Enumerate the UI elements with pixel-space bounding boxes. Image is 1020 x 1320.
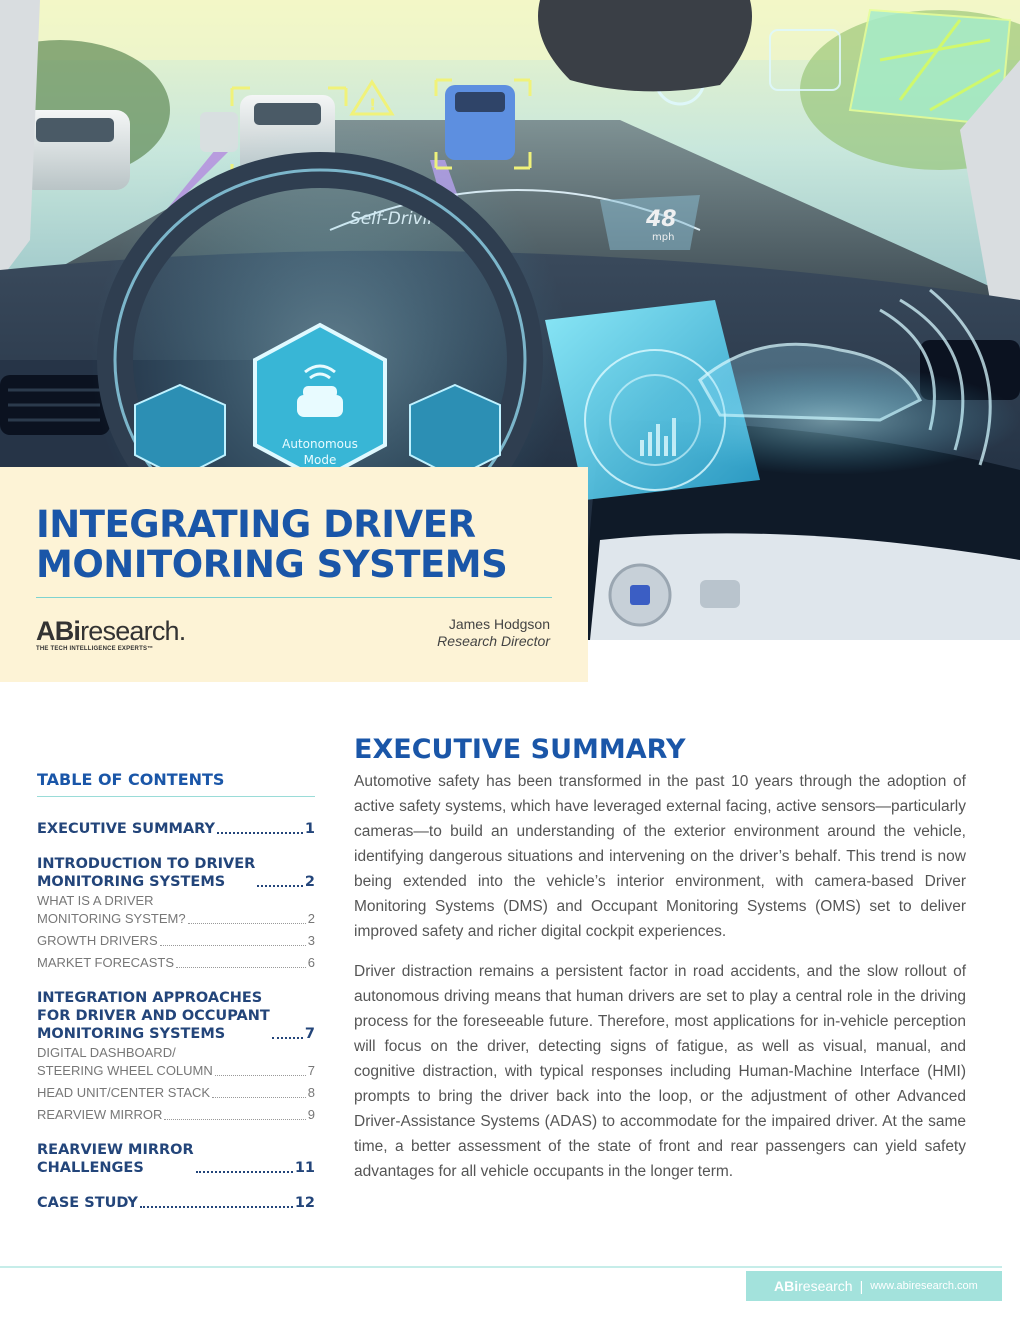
title-divider xyxy=(36,597,552,598)
logo-text: research. xyxy=(80,616,186,646)
report-title: INTEGRATING DRIVER MONITORING SYSTEMS xyxy=(36,503,508,586)
toc-entry-title: EXECUTIVE SUMMARY xyxy=(37,821,216,837)
toc-entry-title: INTEGRATION APPROACHES FOR DRIVER AND OCCUPANT MONITORING SYSTEMS xyxy=(37,990,270,1042)
toc-group xyxy=(37,855,315,972)
toc-leader xyxy=(176,967,306,968)
section-heading: EXECUTIVE SUMMARY xyxy=(354,734,686,765)
toc-subentry-page: 3 xyxy=(307,933,315,948)
hud-speed-unit: mph xyxy=(652,232,675,243)
toc-entry-page: 7 xyxy=(304,1026,315,1042)
toc-subentry-title: WHAT IS A DRIVER MONITORING SYSTEM? xyxy=(37,893,186,926)
footer-brand-bar xyxy=(746,1271,1002,1301)
toc-subentry-title: DIGITAL DASHBOARD/ STEERING WHEEL COLUMN xyxy=(37,1045,213,1078)
toc-leader xyxy=(160,945,306,946)
footer-logo xyxy=(774,1278,853,1294)
toc-entry-integration-approaches[interactable] xyxy=(37,989,315,1043)
toc-leader xyxy=(217,832,303,834)
toc-group xyxy=(37,1194,315,1212)
toc-leader xyxy=(140,1206,293,1208)
toc-group xyxy=(37,820,315,838)
toc-subentry-page: 8 xyxy=(307,1085,315,1100)
toc-group xyxy=(37,989,315,1124)
toc-leader xyxy=(164,1119,305,1120)
toc-entry-page: 1 xyxy=(304,821,315,837)
toc-entry-title: INTRODUCTION TO DRIVER MONITORING SYSTEMS xyxy=(37,856,256,890)
toc-subentry-title: HEAD UNIT/CENTER STACK xyxy=(37,1085,211,1100)
toc-subentry-title: MARKET FORECASTS xyxy=(37,955,175,970)
toc-subentry-digital-dashboard[interactable] xyxy=(37,1044,315,1080)
svg-text:!: ! xyxy=(369,95,377,114)
author-block xyxy=(437,616,550,650)
footer-separator: | xyxy=(859,1278,864,1294)
toc-subentry-title: REARVIEW MIRROR xyxy=(37,1107,163,1122)
hud-mode-line2: Mode xyxy=(303,453,337,467)
toc-entry-executive-summary[interactable] xyxy=(37,820,315,838)
title-panel xyxy=(0,467,588,682)
body-paragraph: Automotive safety has been transformed in the past 10 years through the adoption of active safety systems, which have leveraged external facing, active sensors—particularly cameras—to build an understanding of the exterior environment around the vehicle, identifying dangerous situations and intervening on the driver’s behalf. This trend is now being extended into the vehicle’s interior environment, with camera-based Driver Monitoring Systems (DMS) and Occupant Monitoring Systems (OMS) set to deliver improved safety and richer digital cockpit experiences. xyxy=(354,773,966,940)
toc-heading: TABLE OF CONTENTS xyxy=(37,770,315,797)
hud-mode-line1: Autonomous xyxy=(282,437,358,451)
toc-subentry-market-forecasts[interactable] xyxy=(37,954,315,972)
author-name: James Hodgson xyxy=(448,616,550,632)
toc-entry-page: 12 xyxy=(294,1195,315,1211)
author-role: Research Director xyxy=(437,633,550,649)
toc-leader xyxy=(272,1037,303,1039)
toc-leader xyxy=(196,1171,293,1173)
toc-entry-page: 2 xyxy=(304,874,315,890)
toc-subentry-growth-drivers[interactable] xyxy=(37,932,315,950)
toc-subentry-head-unit[interactable] xyxy=(37,1084,315,1102)
body-paragraph: Driver distraction remains a persistent factor in road accidents, and the slow rollout of autonomous driving means that human drivers are set to play a central role in the driving process for the foreseeable future. Therefore, most applications for in-vehicle perception will focus on the driver, detecting signs of fatigue, as well as visual, manual, and cognitive distraction, with typical responses including Human-Machine Interface (HMI) prompts to bring the driver back into the loop, or the adjustment of other Advanced Driver-Assistance Systems (ADAS) to accommodate for the impaired driver. At the same time, a better assessment of the state of front and rear passengers can yield safety advantages for all vehicle occupants in the longer term. xyxy=(354,963,966,1180)
executive-summary-section xyxy=(354,733,966,1184)
toc-subentry-page: 9 xyxy=(307,1107,315,1122)
toc-leader xyxy=(257,885,303,887)
footer-logo-bold: ABi xyxy=(774,1278,799,1294)
table-of-contents xyxy=(37,770,315,1212)
toc-subentry-what-is-dms[interactable] xyxy=(37,892,315,928)
toc-subentry-page: 6 xyxy=(307,955,315,970)
toc-entry-title: REARVIEW MIRROR CHALLENGES xyxy=(37,1142,194,1176)
hud-self-driving-label: Self-Driving xyxy=(350,209,449,229)
footer-divider xyxy=(0,1266,1002,1268)
toc-leader xyxy=(215,1075,306,1076)
toc-subentry-page: 2 xyxy=(307,911,315,926)
toc-group xyxy=(37,1141,315,1177)
abi-research-logo xyxy=(36,617,185,652)
toc-subentry-rearview-mirror[interactable] xyxy=(37,1106,315,1124)
toc-entry-case-study[interactable] xyxy=(37,1194,315,1212)
toc-subentry-page: 7 xyxy=(307,1063,315,1078)
toc-entry-page: 11 xyxy=(294,1160,315,1176)
logo-tagline: THE TECH INTELLIGENCE EXPERTS™ xyxy=(36,646,154,652)
hud-speed-value: 48 xyxy=(646,207,677,232)
toc-entry-title: CASE STUDY xyxy=(37,1195,138,1211)
footer-logo-text: research xyxy=(798,1278,853,1294)
toc-subentry-title: GROWTH DRIVERS xyxy=(37,933,158,948)
toc-entry-introduction[interactable] xyxy=(37,855,315,891)
toc-entry-rearview-challenges[interactable] xyxy=(37,1141,315,1177)
logo-bold-text: ABi xyxy=(36,616,81,646)
toc-leader xyxy=(212,1097,306,1098)
footer-url-link[interactable]: www.abiresearch.com xyxy=(870,1280,978,1292)
toc-leader xyxy=(188,923,306,924)
